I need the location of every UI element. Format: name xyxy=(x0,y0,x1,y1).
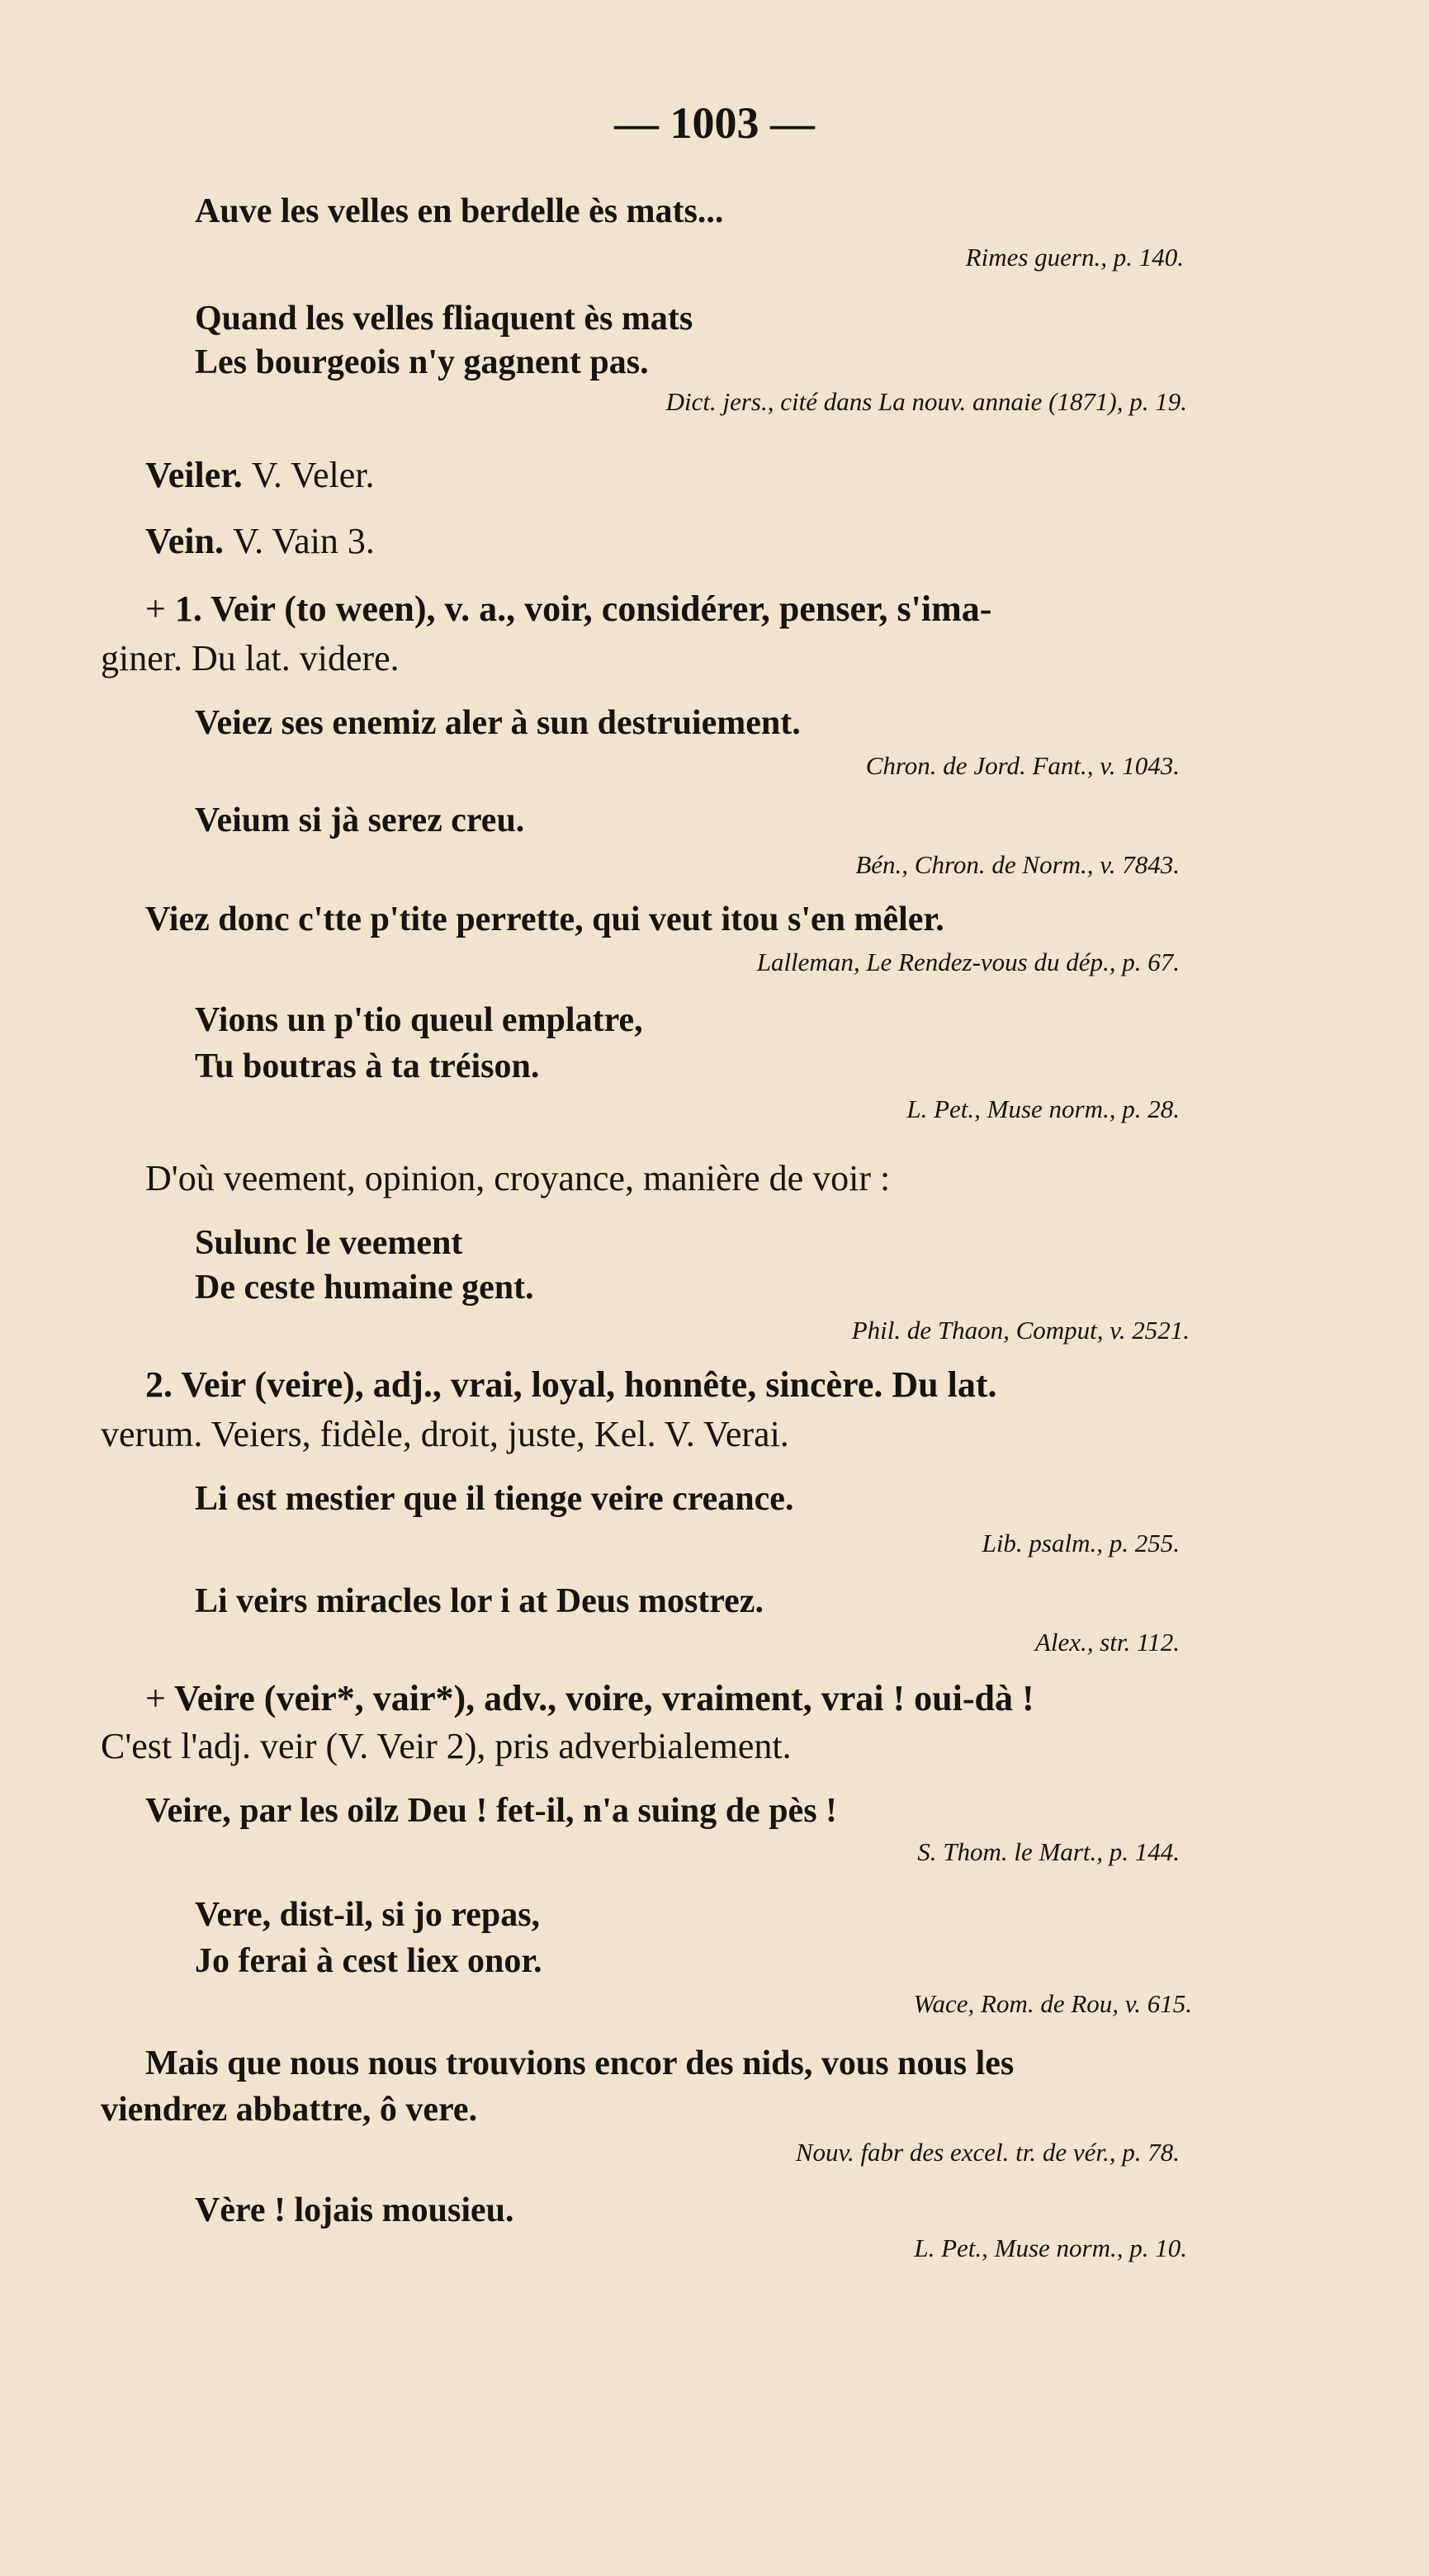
quotation-line: Tu boutras à ta tréison. xyxy=(195,1047,540,1085)
quotation-line: viendrez abbattre, ô vere. xyxy=(101,2091,478,2129)
citation-source: Lalleman, Le Rendez-vous du dép., p. 67. xyxy=(756,948,1180,976)
quotation-line: Quand les velles fliaquent ès mats xyxy=(195,300,693,338)
quotation-line: Veiez ses enemiz aler à sun destruiement. xyxy=(195,704,801,742)
citation-source: Alex., str. 112. xyxy=(1034,1628,1180,1657)
quotation-line: Vions un p'tio queul emplatre, xyxy=(195,1001,643,1039)
quotation-line: Auve les velles en berdelle ès mats... xyxy=(195,192,724,230)
citation-source: Chron. de Jord. Fant., v. 1043. xyxy=(865,751,1180,780)
citation-source: Rimes guern., p. 140. xyxy=(965,243,1184,272)
entry-veir-1-continued: giner. Du lat. videre. xyxy=(101,638,400,678)
citation-source: Lib. psalm., p. 255. xyxy=(982,1529,1180,1557)
quotation-line: Li veirs miracles lor i at Deus mostrez. xyxy=(195,1582,764,1620)
headword-veiler: Veiler. V. Veler. xyxy=(145,455,375,495)
plus-icon: + xyxy=(145,588,166,629)
quotation-line: Mais que nous nous trouvions encor des nids, vous nous les xyxy=(145,2044,1015,2082)
citation-source: S. Thom. le Mart., p. 144. xyxy=(917,1837,1180,1866)
quotation-line: Veire, par les oilz Deu ! fet-il, n'a suing de pès ! xyxy=(145,1792,838,1830)
quotation-line: Vere, dist-il, si jo repas, xyxy=(195,1896,541,1934)
entry-veir-2-continued: verum. Veiers, fidèle, droit, juste, Kel. V. Verai. xyxy=(101,1414,789,1454)
quotation-line: Jo ferai à cest liex onor. xyxy=(195,1942,542,1980)
quotation-line: De ceste humaine gent. xyxy=(195,1269,534,1307)
quotation-line: Li est mestier que il tienge veire creance. xyxy=(195,1480,794,1518)
citation-source: Phil. de Thaon, Comput, v. 2521. xyxy=(851,1316,1190,1345)
citation-source: L. Pet., Muse norm., p. 10. xyxy=(914,2233,1187,2262)
page-number: — 1003 — xyxy=(614,98,815,148)
headword-vein: Vein. V. Vain 3. xyxy=(145,521,375,561)
entry-veir-1: + 1. Veir (to ween), v. a., voir, considérer, penser, s'ima- xyxy=(145,588,992,629)
plus-icon: + xyxy=(145,1678,166,1718)
quotation-line: Vère ! lojais mousieu. xyxy=(195,2191,514,2229)
entry-veire: + Veire (veir*, vair*), adv., voire, vraiment, vrai ! oui-dà ! xyxy=(145,1678,1034,1718)
citation-source: Dict. jers., cité dans La nouv. annaie (1871), p. 19. xyxy=(665,387,1187,416)
citation-source: L. Pet., Muse norm., p. 28. xyxy=(906,1094,1180,1123)
quotation-line: Viez donc c'tte p'tite perrette, qui veut itou s'en mêler. xyxy=(145,900,944,938)
quotation-line: Veium si jà serez creu. xyxy=(195,801,525,839)
quotation-line: Les bourgeois n'y gagnent pas. xyxy=(195,343,649,381)
entry-veir-2: 2. Veir (veire), adj., vrai, loyal, honnête, sincère. Du lat. xyxy=(145,1364,997,1405)
quotation-line: Sulunc le veement xyxy=(195,1224,463,1262)
entry-veire-continued: C'est l'adj. veir (V. Veir 2), pris adverbialement. xyxy=(101,1726,792,1766)
citation-source: Wace, Rom. de Rou, v. 615. xyxy=(913,1989,1192,2018)
citation-source: Nouv. fabr des excel. tr. de vér., p. 78. xyxy=(795,2138,1180,2167)
paragraph-veement: D'où veement, opinion, croyance, manière de voir : xyxy=(145,1158,891,1198)
citation-source: Bén., Chron. de Norm., v. 7843. xyxy=(855,850,1180,879)
